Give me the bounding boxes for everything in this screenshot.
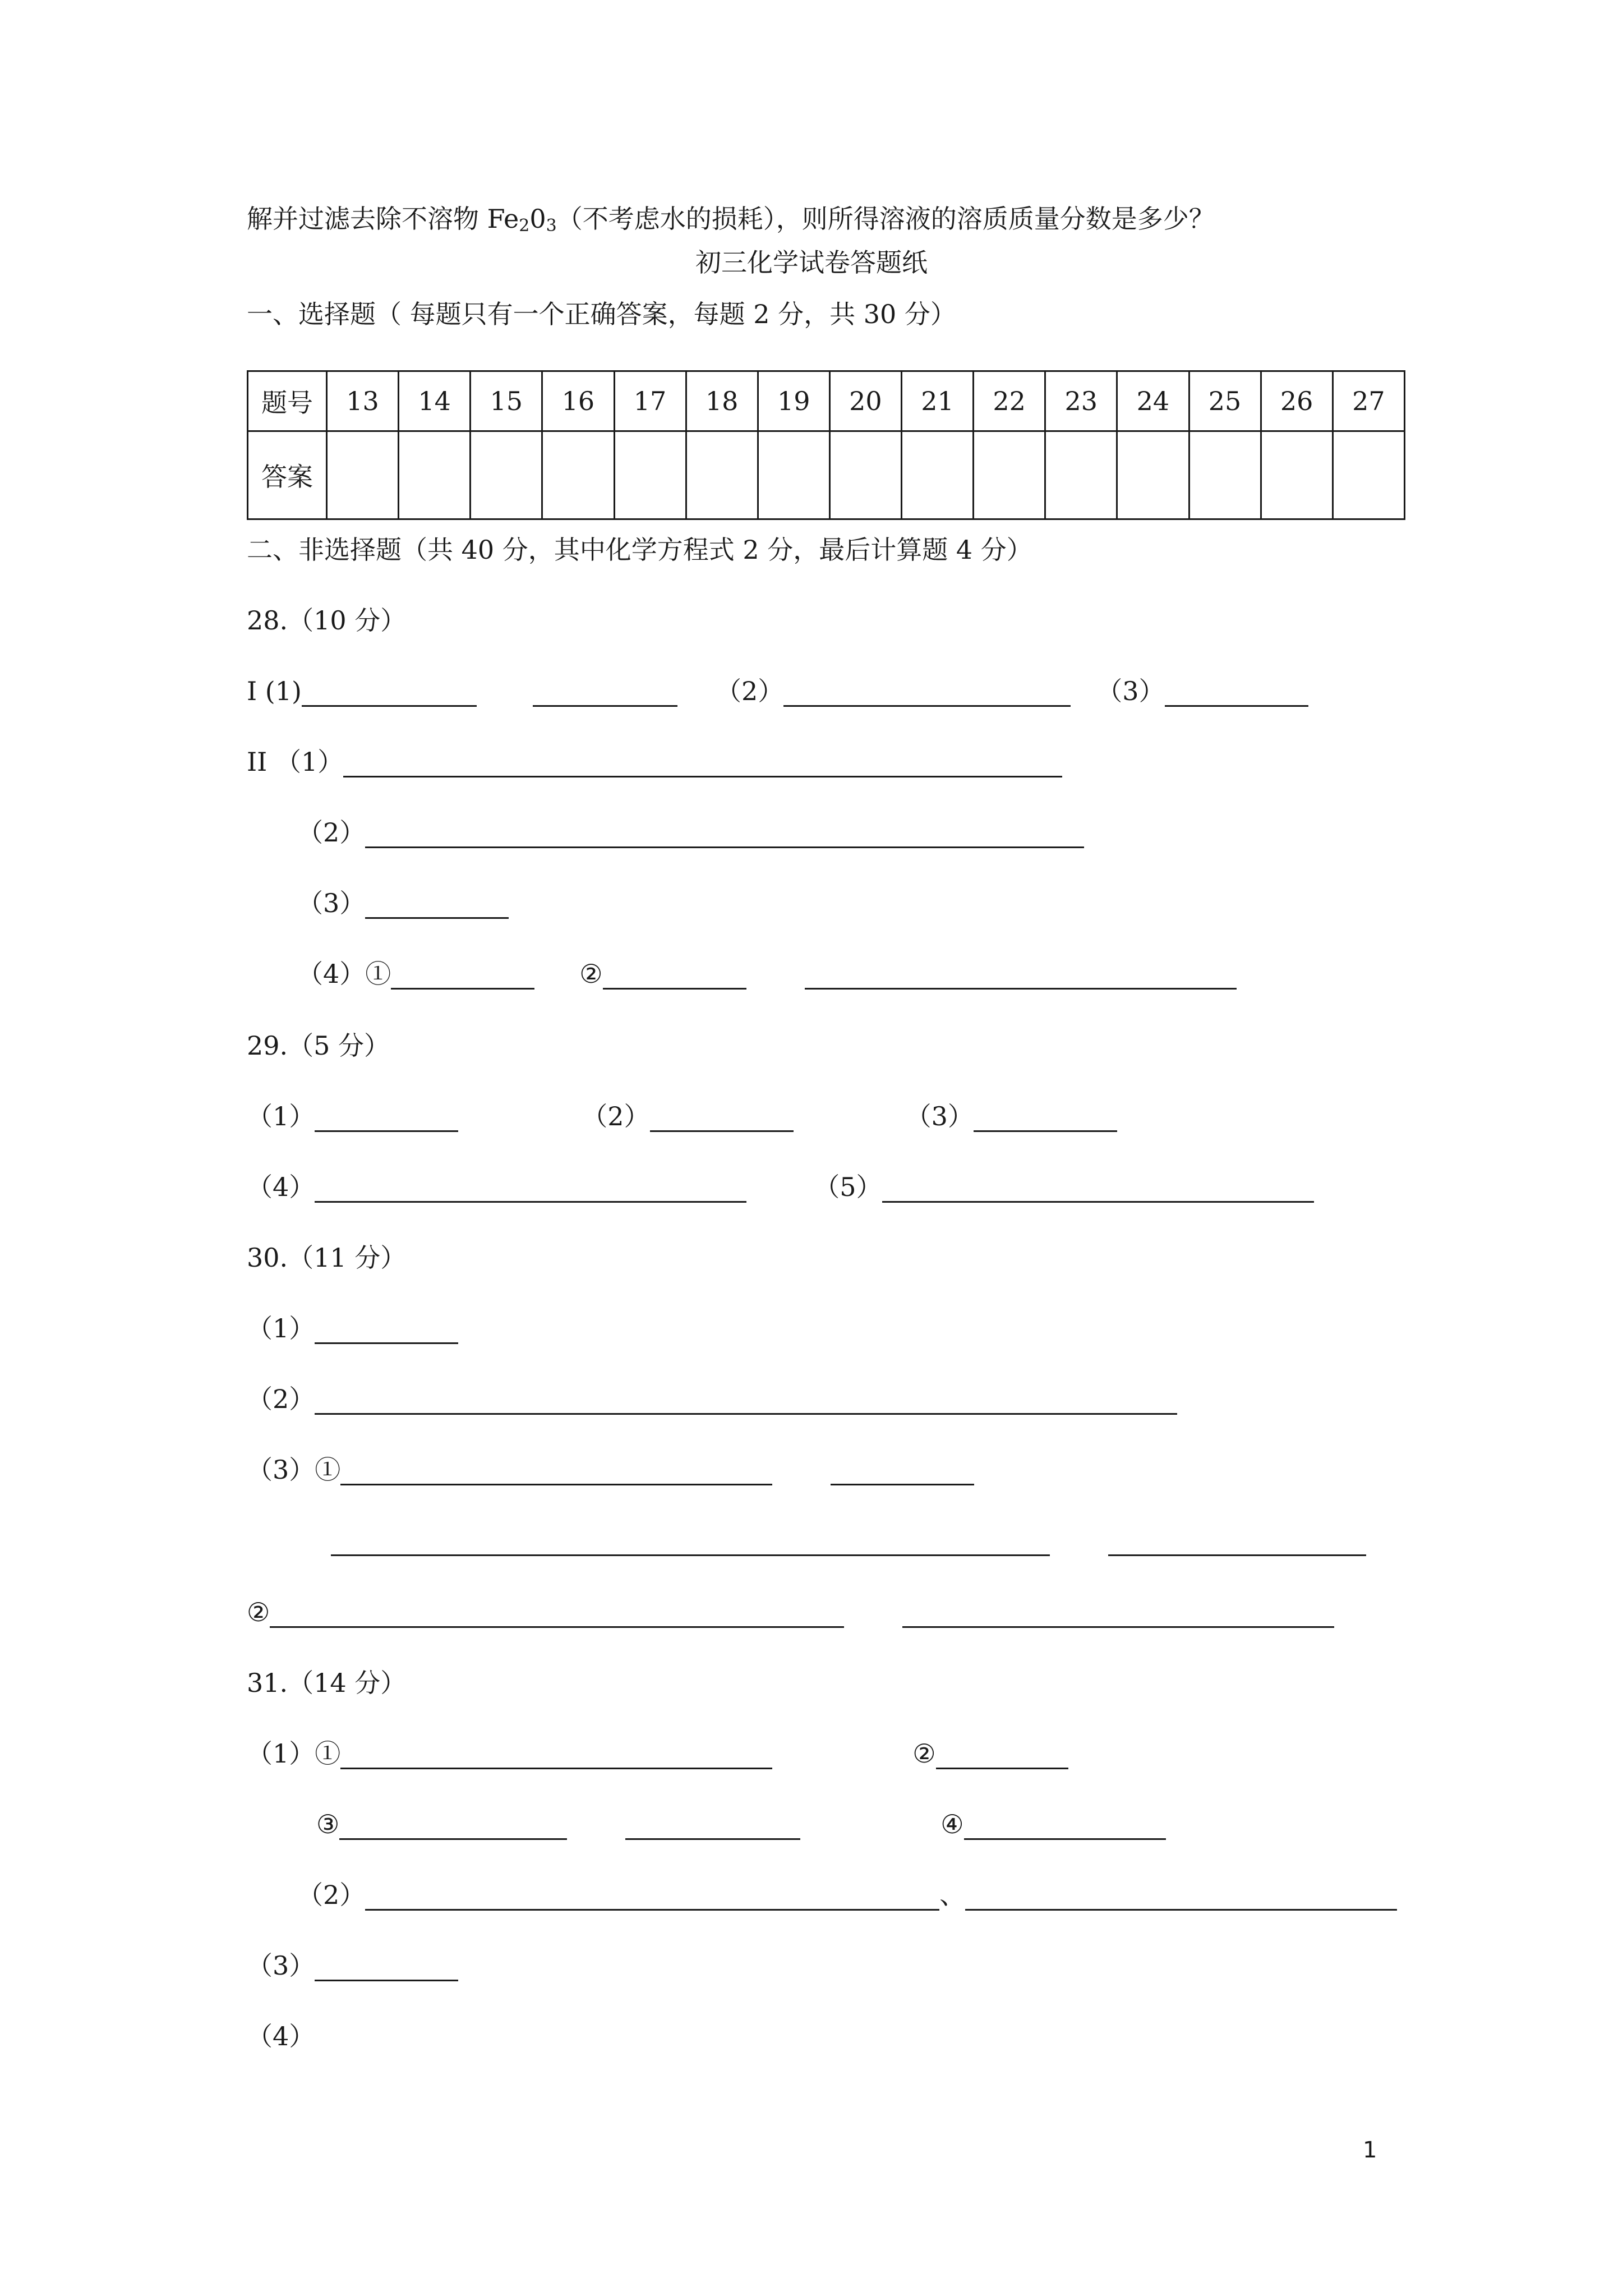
answer-blank[interactable] <box>315 1318 458 1344</box>
page-number: 1 <box>1363 2137 1377 2163</box>
q29-sub5-label: （5） <box>814 1172 882 1202</box>
answer-cell[interactable] <box>686 431 758 519</box>
table-cell-number: 17 <box>614 371 686 431</box>
answer-cell[interactable] <box>1045 431 1117 519</box>
q31-row-2 <box>297 1879 1397 1911</box>
table-cell-number: 19 <box>758 371 829 431</box>
table-cell-number: 21 <box>902 371 974 431</box>
answer-cell[interactable] <box>1332 431 1404 519</box>
table-cell-number: 14 <box>399 371 471 431</box>
table-cell-number: 26 <box>1261 371 1332 431</box>
q28-row-part2-2 <box>297 817 1084 848</box>
answer-cell[interactable] <box>1117 431 1189 519</box>
q31-sub1b-label: ② <box>912 1738 936 1769</box>
page-title: 初三化学试卷答题纸 <box>695 247 928 278</box>
answer-blank[interactable] <box>902 1602 1334 1628</box>
answer-blank[interactable] <box>343 751 1062 777</box>
table-cell-number: 13 <box>327 371 399 431</box>
answer-blank[interactable] <box>315 1388 1177 1415</box>
q28-part2-sub4-label: （4）① <box>297 959 391 989</box>
q30-title: 30.（11 分） <box>247 1243 407 1273</box>
intro-subscript-2: 3 <box>546 216 557 236</box>
q31-sub2-label: （2） <box>297 1880 366 1910</box>
table-header-label: 题号 <box>248 371 327 431</box>
answer-cell[interactable] <box>1189 431 1261 519</box>
answer-blank[interactable] <box>315 1106 458 1132</box>
q30-sub3b-label: ② <box>247 1597 270 1627</box>
table-cell-number: 27 <box>1332 371 1404 431</box>
q30-row-3 <box>247 1454 974 1485</box>
answer-blank[interactable] <box>1165 680 1308 707</box>
intro-line <box>247 203 1215 234</box>
q29-sub2-label: （2） <box>582 1101 650 1131</box>
answer-blank[interactable] <box>650 1106 794 1132</box>
answer-cell[interactable] <box>471 431 542 519</box>
answer-cell[interactable] <box>974 431 1045 519</box>
answer-cell[interactable] <box>614 431 686 519</box>
answer-blank[interactable] <box>1108 1530 1366 1556</box>
answer-blank[interactable] <box>365 822 1084 848</box>
intro-text-before: 解并过滤去除不溶物 Fe <box>247 204 519 234</box>
table-cell-number: 24 <box>1117 371 1189 431</box>
answer-cell[interactable] <box>829 431 901 519</box>
answer-blank[interactable] <box>339 1814 567 1840</box>
section1-heading: 一、选择题（ 每题只有一个正确答案，每题 2 分，共 30 分） <box>247 299 956 329</box>
q31-title: 31.（14 分） <box>247 1668 407 1698</box>
table-cell-number: 23 <box>1045 371 1117 431</box>
intro-text-after: （不考虑水的损耗），则所得溶液的溶质质量分数是多少？ <box>556 204 1215 234</box>
table-cell-number: 25 <box>1189 371 1261 431</box>
q31-row-4 <box>247 2021 315 2052</box>
intro-text-mid: 0 <box>529 204 546 234</box>
q30-sub2-label: （2） <box>247 1384 315 1414</box>
q28-part2-sub2-label: （2） <box>297 817 366 848</box>
answer-blank[interactable] <box>365 1884 939 1911</box>
q30-row-3b <box>247 1596 1334 1628</box>
q28-part1-label: I (1) <box>247 676 302 706</box>
answer-blank[interactable] <box>391 963 534 990</box>
table-cell-number: 22 <box>974 371 1045 431</box>
q31-sub1c-label: ③ <box>316 1809 340 1839</box>
q31-sub4-label: （4） <box>247 2021 315 2051</box>
answer-cell[interactable] <box>902 431 974 519</box>
q28-row-part2-1 <box>247 746 1062 777</box>
answer-blank[interactable] <box>974 1106 1117 1132</box>
q31-sub2-separator: 、 <box>939 1880 966 1910</box>
choice-answer-table <box>247 370 1405 520</box>
answer-blank[interactable] <box>340 1743 772 1769</box>
q30-sub3-label: （3）① <box>247 1455 341 1485</box>
answer-blank[interactable] <box>831 1459 974 1485</box>
q31-sub1d-label: ④ <box>940 1809 964 1839</box>
table-row-numbers <box>248 371 1405 431</box>
answer-cell[interactable] <box>1261 431 1332 519</box>
q31-sub3-label: （3） <box>247 1950 315 1981</box>
table-answer-label: 答案 <box>248 431 327 519</box>
answer-blank[interactable] <box>965 1884 1397 1911</box>
answer-cell[interactable] <box>758 431 829 519</box>
answer-cell[interactable] <box>542 431 614 519</box>
answer-blank[interactable] <box>340 1459 772 1485</box>
q28-row-part1 <box>247 675 1308 707</box>
q30-row-1 <box>247 1313 458 1344</box>
table-cell-number: 16 <box>542 371 614 431</box>
answer-blank[interactable] <box>533 680 677 707</box>
section2-heading: 二、非选择题（共 40 分，其中化学方程式 2 分，最后计算题 4 分） <box>247 535 1032 565</box>
answer-blank[interactable] <box>365 892 509 919</box>
q31-row-1 <box>247 1738 1068 1769</box>
q29-sub1-label: （1） <box>247 1101 315 1131</box>
q28-part1-sub3-label: （3） <box>1096 676 1165 706</box>
q29-title: 29.（5 分） <box>247 1030 390 1061</box>
q29-row-1 <box>247 1101 1117 1132</box>
answer-cell[interactable] <box>327 431 399 519</box>
q31-row-3 <box>247 1950 458 1981</box>
q29-row-2 <box>247 1171 1314 1203</box>
q31-row-1-cont <box>316 1809 1166 1840</box>
answer-blank[interactable] <box>603 963 746 990</box>
answer-blank[interactable] <box>302 680 477 707</box>
q29-sub4-label: （4） <box>247 1172 315 1202</box>
q28-title: 28.（10 分） <box>247 605 407 636</box>
answer-blank[interactable] <box>936 1743 1068 1769</box>
q28-part2-sub3-label: （3） <box>297 888 366 918</box>
answer-cell[interactable] <box>399 431 471 519</box>
q28-part2-sub4b-label: ② <box>579 959 603 989</box>
answer-blank[interactable] <box>783 680 1071 707</box>
q30-sub1-label: （1） <box>247 1313 315 1343</box>
table-cell-number: 15 <box>471 371 542 431</box>
q30-row-3-cont <box>331 1525 1366 1556</box>
table-row-answers <box>248 431 1405 519</box>
answer-blank[interactable] <box>331 1530 1050 1556</box>
q30-row-2 <box>247 1383 1177 1415</box>
answer-blank[interactable] <box>625 1814 800 1840</box>
answer-blank[interactable] <box>270 1602 844 1628</box>
q28-row-part2-3 <box>297 887 509 919</box>
answer-blank[interactable] <box>805 963 1237 990</box>
answer-blank[interactable] <box>964 1814 1166 1840</box>
answer-blank[interactable] <box>315 1176 746 1203</box>
q29-sub3-label: （3） <box>905 1101 974 1131</box>
table-cell-number: 20 <box>829 371 901 431</box>
intro-subscript-1: 2 <box>519 216 530 236</box>
q28-part2-label: II （1） <box>247 747 344 777</box>
answer-blank[interactable] <box>882 1176 1314 1203</box>
answer-blank[interactable] <box>315 1955 458 1981</box>
table-cell-number: 18 <box>686 371 758 431</box>
q28-row-part2-4 <box>297 958 1237 990</box>
q31-sub1-label: （1）① <box>247 1738 341 1769</box>
q28-part1-sub2-label: （2） <box>715 676 784 706</box>
